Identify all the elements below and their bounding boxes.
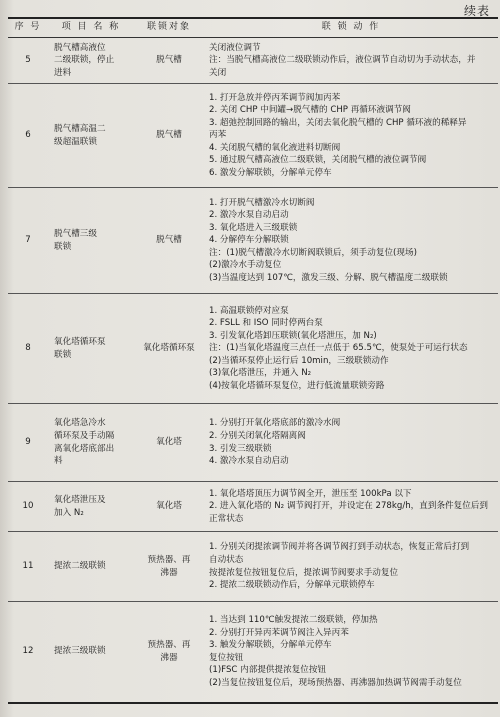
interlock-actions bbox=[204, 38, 498, 84]
interlock-actions bbox=[204, 602, 498, 703]
item-name-line: 联锁 bbox=[54, 349, 72, 360]
interlock-actions bbox=[204, 404, 498, 482]
item-name bbox=[48, 84, 134, 188]
action-line: (4)按氧化塔循环泵复位，进行低流量联锁旁路 bbox=[209, 380, 385, 391]
action-line: (2)当复位按钮复位后，现场预热器、再沸器加热调节阀需手动复位 bbox=[209, 677, 462, 688]
interlock-target-line: 预热器、再 bbox=[147, 554, 191, 565]
continued-label: 续表 bbox=[463, 4, 490, 18]
item-name-line: 氧化塔循环泵 bbox=[54, 336, 106, 347]
interlock-actions bbox=[204, 532, 498, 602]
action-line: 1. 打开急放并停丙苯调节阀加丙苯 bbox=[209, 92, 341, 103]
action-line: 3. 氧化塔进入三级联锁 bbox=[209, 222, 298, 233]
table-row bbox=[8, 38, 498, 84]
item-name-line: 级超温联锁 bbox=[54, 136, 97, 147]
action-line: 2. 分别关闭氧化塔隔离阀 bbox=[209, 430, 306, 441]
action-line: 正常状态 bbox=[209, 513, 244, 524]
action-line: 4. 分解停车分解联锁 bbox=[209, 235, 289, 246]
item-name-line: 离氧化塔底部出 bbox=[54, 443, 115, 454]
item-name-line: 脱气槽三级 bbox=[54, 228, 97, 239]
item-name bbox=[48, 188, 134, 294]
interlock-target: 氧化塔 bbox=[134, 404, 204, 482]
interlock-target-line: 预热器、再 bbox=[147, 640, 191, 651]
row-number: 5 bbox=[8, 38, 48, 84]
action-line: 2. 进入氧化塔的 N₂ 调节阀打开，并设定在 278kg/h，直到条件复位后到 bbox=[209, 501, 489, 512]
item-name-line: 二级联锁，停止 bbox=[54, 55, 115, 66]
action-line: 关闭液位调节 bbox=[209, 42, 261, 53]
row-number: 8 bbox=[8, 294, 48, 404]
table-row bbox=[8, 532, 498, 602]
interlock-target: 氧化塔 bbox=[134, 482, 204, 532]
table-row bbox=[8, 482, 498, 532]
action-line: 5. 通过脱气槽高液位二级联锁，关闭脱气槽的液位调节阀 bbox=[209, 155, 427, 166]
header-target: 联锁对象 bbox=[134, 18, 204, 38]
header-item-name: 项 目 名 称 bbox=[48, 18, 134, 38]
action-line: 按提浓复位按钮复位后，提浓调节阀要求手动复位 bbox=[209, 567, 399, 578]
item-name-line: 循环泵及手动隔 bbox=[54, 430, 115, 441]
action-line: 2. 分别打开异丙苯调节阀注入异丙苯 bbox=[209, 627, 349, 638]
action-line: (2)激冷水手动复位 bbox=[209, 260, 282, 271]
interlock-actions bbox=[204, 482, 498, 532]
item-name bbox=[48, 404, 134, 482]
table-row bbox=[8, 84, 498, 188]
action-line: (3)氧化塔泄压，并通入 N₂ bbox=[209, 368, 312, 379]
interlock-target: 脱气槽 bbox=[134, 84, 204, 188]
item-name-line: 联锁 bbox=[54, 241, 72, 252]
item-name-line: 脱气槽高液位 bbox=[54, 42, 106, 53]
action-line: 2. 激冷水泵自动启动 bbox=[209, 210, 289, 221]
action-line: 4. 激冷水泵自动启动 bbox=[209, 456, 289, 467]
action-line: 丙苯 bbox=[209, 130, 227, 141]
interlock-target: 脱气槽 bbox=[134, 38, 204, 84]
action-line: 1. 高温联锁停对应泵 bbox=[209, 305, 289, 316]
item-name-line: 料 bbox=[54, 456, 63, 467]
interlock-target: 脱气槽 bbox=[134, 188, 204, 294]
action-line: 复位按钮 bbox=[209, 652, 244, 663]
action-line: 注：(1)脱气槽激冷水切断阀联锁后，须手动复位(现场) bbox=[209, 247, 417, 258]
action-line: 3. 引发氧化塔卸压联锁(氧化塔泄压，加 N₂) bbox=[209, 330, 377, 341]
item-name bbox=[48, 532, 134, 602]
row-number: 6 bbox=[8, 84, 48, 188]
action-line: 3. 超弛控制回路的输出，关闭去氧化脱气槽的 CHP 循环液的稀释异 bbox=[209, 117, 467, 128]
action-line: 2. 提浓二级联锁动作后，分解单元联锁停车 bbox=[209, 580, 375, 591]
item-name bbox=[48, 602, 134, 703]
action-line: (1)FSC 内部提供提浓复位按钮 bbox=[209, 665, 327, 676]
row-number: 7 bbox=[8, 188, 48, 294]
interlock-target bbox=[134, 532, 204, 602]
table-header-row bbox=[8, 18, 498, 38]
item-name-line: 进料 bbox=[54, 67, 72, 78]
item-name-line: 脱气槽高温二 bbox=[54, 123, 106, 134]
interlock-actions bbox=[204, 84, 498, 188]
action-line: 6. 激发分解联锁，分解单元停车 bbox=[209, 167, 332, 178]
row-number: 12 bbox=[8, 602, 48, 703]
interlock-target-line: 沸器 bbox=[160, 567, 178, 578]
action-line: (3)当温度达到 107℃，激发三级、分解、脱气槽温度二级联锁 bbox=[209, 272, 448, 283]
table-row bbox=[8, 294, 498, 404]
action-line: 3. 触发分解联锁，分解单元停车 bbox=[209, 640, 332, 651]
table-row bbox=[8, 404, 498, 482]
table-row bbox=[8, 602, 498, 703]
action-line: 注：(1)当氧化塔温度三点任一点低于 65.5℃，使泵处于可运行状态 bbox=[209, 343, 468, 354]
action-line: 2. 关闭 CHP 中间罐→脱气槽的 CHP 再循环液调节阀 bbox=[209, 105, 411, 116]
item-name-line: 提浓二级联锁 bbox=[54, 561, 106, 572]
interlock-actions bbox=[204, 294, 498, 404]
interlock-target-line: 沸器 bbox=[160, 652, 178, 663]
row-number: 9 bbox=[8, 404, 48, 482]
item-name-line: 加入 N₂ bbox=[54, 507, 84, 518]
row-number: 11 bbox=[8, 532, 48, 602]
action-line: 1. 当达到 110℃触发提浓二级联锁，停加热 bbox=[209, 615, 378, 626]
action-line: 1. 分别关闭提浓调节阀并将各调节阀打到手动状态，恢复正常后打到 bbox=[209, 542, 470, 553]
item-name bbox=[48, 38, 134, 84]
action-line: 1. 分别打开氧化塔底部的激冷水阀 bbox=[209, 418, 341, 429]
item-name bbox=[48, 482, 134, 532]
interlock-actions bbox=[204, 188, 498, 294]
header-no: 序 号 bbox=[8, 18, 48, 38]
table-row bbox=[8, 188, 498, 294]
row-number: 10 bbox=[8, 482, 48, 532]
action-line: 2. FSLL 和 ISO 同时停两台泵 bbox=[209, 318, 323, 329]
item-name-line: 提浓三级联锁 bbox=[54, 646, 106, 657]
interlock-target bbox=[134, 602, 204, 703]
interlock-table bbox=[8, 17, 498, 704]
action-line: 自动状态 bbox=[209, 554, 244, 565]
item-name-line: 氧化塔泄压及 bbox=[54, 494, 106, 505]
action-line: (2)当循环泵停止运行后 10min，三级联锁动作 bbox=[209, 355, 389, 366]
action-line: 3. 引发三级联锁 bbox=[209, 443, 272, 454]
item-name bbox=[48, 294, 134, 404]
action-line: 1. 打开脱气槽激冷水切断阀 bbox=[209, 197, 315, 208]
action-line: 关闭 bbox=[209, 67, 227, 78]
interlock-target: 氧化塔循环泵 bbox=[134, 294, 204, 404]
item-name-line: 氧化塔急冷水 bbox=[54, 418, 106, 429]
action-line: 注：当脱气槽高液位二级联锁动作后，液位调节自动切为手动状态，并 bbox=[209, 55, 476, 66]
header-action: 联 锁 动 作 bbox=[204, 18, 498, 38]
action-line: 4. 关闭脱气槽的氧化液进料切断阀 bbox=[209, 142, 341, 153]
action-line: 1. 氧化塔塔顶压力调节阀全开，泄压至 100kPa 以下 bbox=[209, 488, 412, 499]
